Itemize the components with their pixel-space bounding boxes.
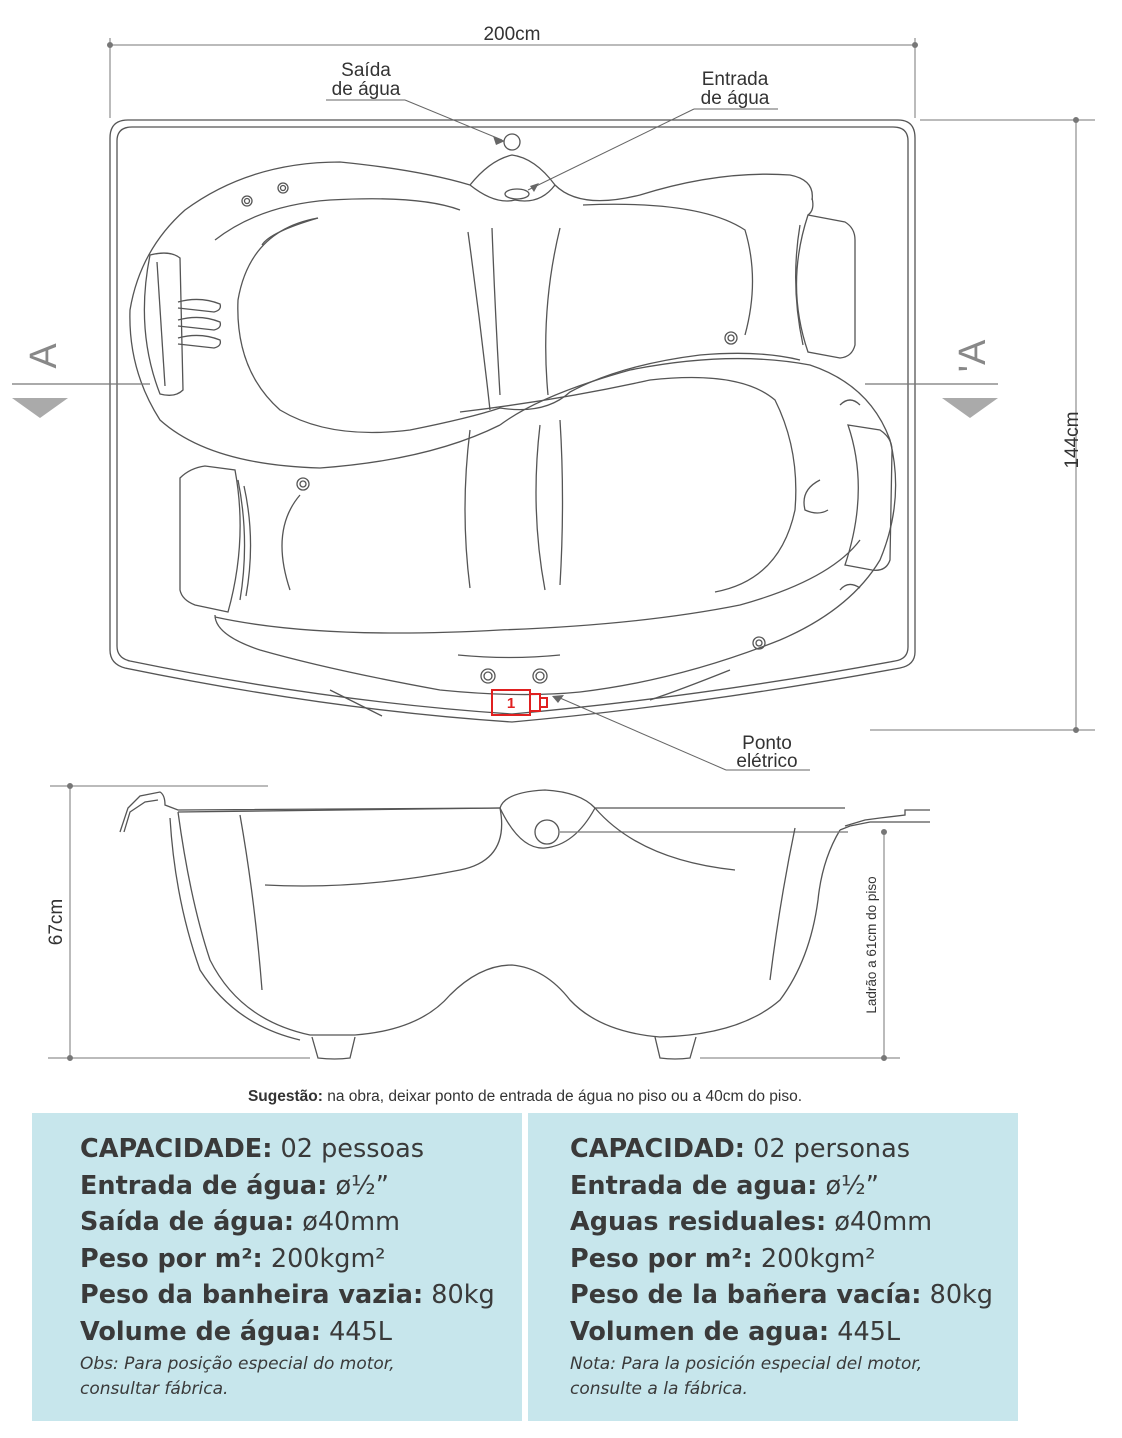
spec-row (80, 1204, 522, 1241)
spec-key: Volumen de agua: (570, 1316, 830, 1347)
spec-row (570, 1241, 1018, 1278)
spec-note: Nota: Para la posición especial del motor, consulte a la fábrica. (570, 1354, 923, 1399)
saida-label-line1: Saída (341, 60, 391, 81)
spec-row (80, 1241, 522, 1278)
spec-row (570, 1204, 1018, 1241)
spec-row (80, 1277, 522, 1314)
spec-key: Volume de água: (80, 1316, 321, 1347)
spec-panel-portuguese (32, 1113, 522, 1421)
width-label: 200cm (483, 24, 541, 45)
spec-value: ø½” (825, 1170, 879, 1201)
suggestion-text: na obra, deixar ponto de entrada de água no piso ou a 40cm do piso. (327, 1088, 803, 1105)
spec-row (570, 1168, 1018, 1205)
suggestion-note (0, 1088, 1050, 1106)
spec-key: Entrada de água: (80, 1170, 328, 1201)
spec-key: Saída de água: (80, 1207, 295, 1237)
callout-leaders (326, 100, 810, 770)
spec-value: ø½” (335, 1170, 389, 1201)
spec-note: Obs: Para posição especial do motor, consultar fábrica. (80, 1354, 395, 1399)
spec-row (570, 1314, 1018, 1351)
width-dimension-line (108, 38, 918, 118)
spec-key: Peso por m²: (570, 1243, 753, 1274)
spec-value: 02 personas (753, 1134, 910, 1164)
spec-value: 02 pessoas (280, 1134, 425, 1164)
ponto-label-line2: elétrico (736, 751, 798, 772)
spec-row (570, 1131, 1018, 1168)
height-dimension-line (48, 784, 900, 1061)
spec-value: 80kg (431, 1280, 495, 1310)
spec-key: Peso da banheira vazia: (80, 1280, 424, 1310)
spec-key: Peso por m²: (80, 1243, 263, 1274)
spec-value: ø40mm (834, 1207, 933, 1237)
spec-value: 80kg (929, 1280, 993, 1310)
bathtub-side-view (120, 790, 930, 1059)
section-marker-right (865, 384, 998, 418)
section-letter-right: 'A (952, 339, 994, 373)
entrada-label-line1: Entrada (701, 69, 769, 90)
spec-row (80, 1131, 522, 1168)
spec-key: Aguas residuales: (570, 1207, 827, 1237)
section-letter-left: A (23, 343, 65, 369)
spec-row (80, 1168, 522, 1205)
spec-value: 200kgm² (270, 1243, 386, 1274)
spec-key: Entrada de agua: (570, 1170, 818, 1201)
section-marker-left (12, 384, 150, 418)
suggestion-label: Sugestão: (247, 1088, 323, 1105)
spec-key: Peso de la bañera vacía: (570, 1280, 922, 1310)
motor-number: 1 (506, 695, 516, 712)
spec-key: CAPACIDADE: (80, 1134, 273, 1164)
spec-value: 445L (837, 1316, 901, 1347)
overflow-label: Ladrão a 61cm do piso (864, 876, 879, 1014)
spec-key: CAPACIDAD: (570, 1134, 746, 1164)
spec-value: ø40mm (302, 1207, 400, 1237)
ponto-label-line1: Ponto (742, 733, 792, 754)
depth-label: 144cm (1062, 411, 1083, 469)
spec-value: 200kgm² (760, 1243, 876, 1274)
height-label: 67cm (46, 898, 67, 946)
spec-value: 445L (329, 1316, 392, 1347)
spec-panel-spanish (528, 1113, 1018, 1421)
spec-row (570, 1277, 1018, 1314)
entrada-label-line2: de água (700, 88, 770, 109)
saida-label-line2: de água (331, 79, 401, 100)
spec-row (80, 1314, 522, 1351)
bathtub-top-view (110, 120, 915, 722)
